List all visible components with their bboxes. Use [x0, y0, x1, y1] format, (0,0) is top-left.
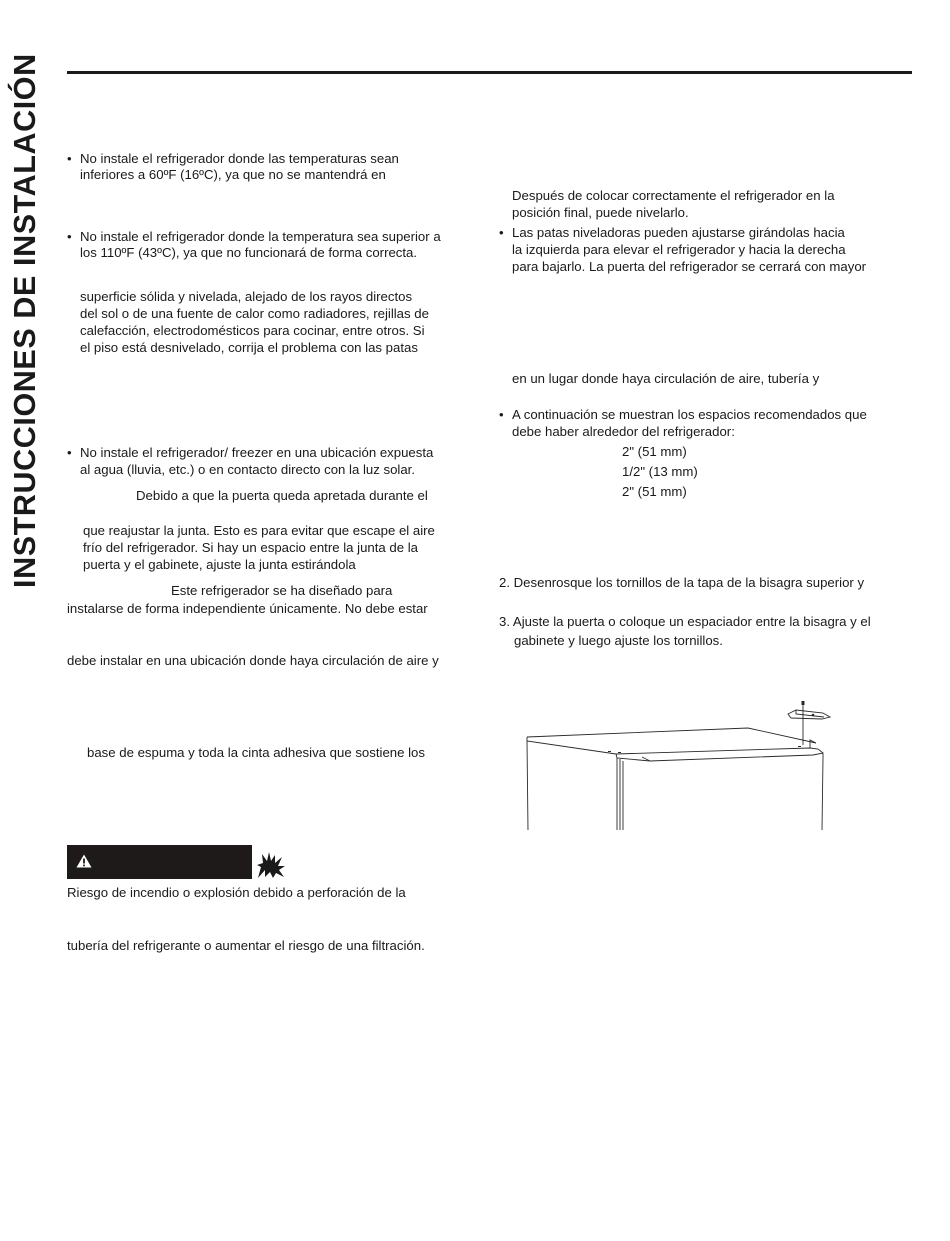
left-bullet-3-line-1: • No instale el refrigerador/ freezer en una ubicación expuesta: [80, 444, 433, 461]
header-rule: [67, 71, 912, 74]
warning-banner: [67, 845, 252, 879]
left-bullet-1-line-1: • No instale el refrigerador donde las temperaturas sean: [80, 150, 399, 167]
left-para-2-line-1: Debido a que la puerta queda apretada durante el: [136, 488, 428, 503]
fridge-right-side: [822, 757, 823, 830]
explosion-icon: [256, 851, 286, 879]
right-para-1-line-2: posición final, puede nivelarlo.: [512, 205, 689, 220]
fridge-top-back-edge: [527, 728, 816, 743]
left-para-4-line-1: debe instalar en una ubicación donde haya circulación de aire y: [67, 653, 439, 668]
warning-text-line-2: tubería del refrigerante o aumentar el riesgo de una filtración.: [67, 938, 425, 953]
right-bullet-2-line-2: debe haber alrededor del refrigerador:: [512, 424, 735, 439]
right-bullet-2-line-1: • A continuación se muestran los espacios recomendados que: [512, 406, 867, 423]
warning-triangle-icon: [76, 854, 92, 868]
left-para-1-line-3: calefacción, electrodomésticos para cocinar, entre otros. Si: [80, 323, 425, 338]
left-bullet-2-line-1: • No instale el refrigerador donde la temperatura sea superior a: [80, 228, 441, 245]
left-para-5-line-1: base de espuma y toda la cinta adhesiva que sostiene los: [87, 745, 425, 760]
fridge-left-side: [527, 741, 528, 830]
left-bullet-3-line-2: al agua (lluvia, etc.) o en contacto directo con la luz solar.: [80, 462, 415, 477]
left-para-3-line-1: Este refrigerador se ha diseñado para: [171, 583, 393, 598]
clearance-value: 1/2" (13 mm): [622, 464, 698, 479]
left-para-1-line-2: del sol o de una fuente de calor como radiadores, rejillas de: [80, 306, 429, 321]
left-para-2-line-2: que reajustar la junta. Esto es para evitar que escape el aire: [83, 523, 435, 538]
left-para-1-line-1: superficie sólida y nivelada, alejado de los rayos directos: [80, 289, 413, 304]
right-bullet-1-line-2: la izquierda para elevar el refrigerador y hacia la derecha: [512, 242, 846, 257]
right-para-1-line-1: Después de colocar correctamente el refrigerador en la: [512, 188, 835, 203]
left-bullet-2-line-2: los 110ºF (43ºC), ya que no funcionará de forma correcta.: [80, 245, 418, 260]
clearance-value: 2" (51 mm): [622, 444, 687, 459]
right-bullet-1-line-1: • Las patas niveladoras pueden ajustarse girándolas hacia: [512, 224, 845, 241]
left-para-1-line-4: el piso está desnivelado, corrija el problema con las patas: [80, 340, 418, 355]
hinge-cover: [788, 710, 830, 719]
step-2-text: 2. Desenrosque los tornillos de la tapa de la bisagra superior y: [499, 575, 865, 590]
right-para-2-line-1: en un lugar donde haya circulación de aire, tubería y: [512, 371, 820, 386]
side-section-title: INSTRUCCIONES DE INSTALACIÓN: [8, 53, 42, 588]
left-para-2-line-4: puerta y el gabinete, ajuste la junta estirándola: [83, 557, 356, 572]
warning-text-line-1: Riesgo de incendio o explosión debido a perforación de la: [67, 885, 406, 900]
left-para-2-line-3: frío del refrigerador. Si hay un espacio entre la junta de la: [83, 540, 419, 555]
step-3-line-1: 3. Ajuste la puerta o coloque un espaciador entre la bisagra y el: [499, 614, 871, 629]
right-bullet-1-line-3: para bajarlo. La puerta del refrigerador se cerrará con mayor: [512, 259, 867, 274]
left-bullet-1-line-2: inferiores a 60ºF (16ºC), ya que no se mantendrá en: [80, 167, 386, 182]
refrigerator-hinge-illustration: [520, 695, 840, 835]
step-3-line-2: gabinete y luego ajuste los tornillos.: [514, 633, 723, 648]
clearance-value: 2" (51 mm): [622, 484, 687, 499]
left-para-3-line-2: instalarse de forma independiente únicamente. No debe estar: [67, 601, 428, 616]
